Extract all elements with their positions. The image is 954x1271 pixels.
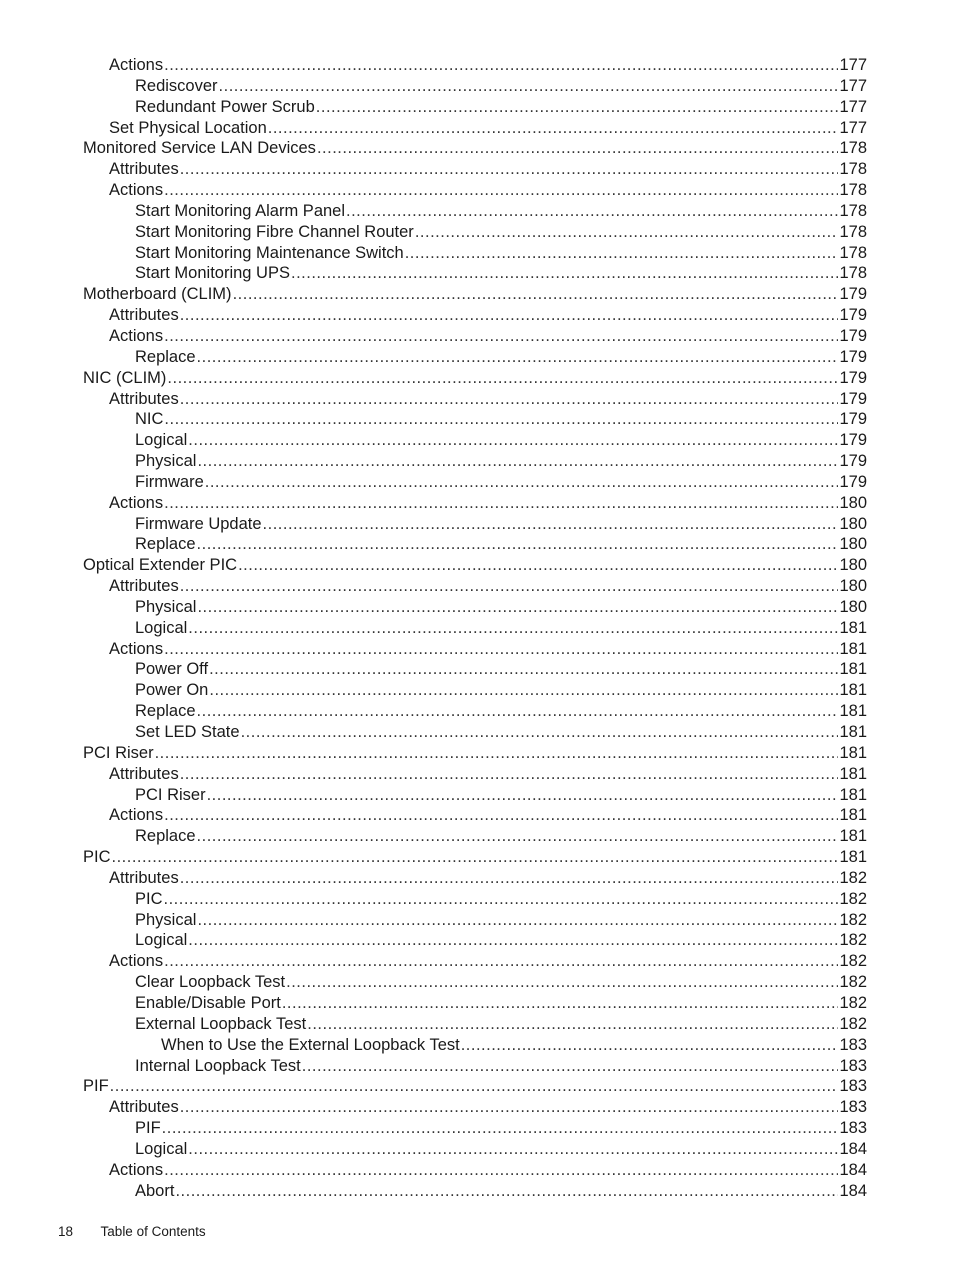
dot-leader — [164, 1160, 838, 1181]
toc-entry-title: Clear Loopback Test — [135, 973, 286, 992]
toc-entry-title: Actions — [109, 1160, 164, 1179]
toc-entry[interactable] — [83, 659, 867, 680]
toc-entry-page-number: 182 — [839, 952, 867, 971]
dot-leader — [180, 389, 839, 410]
toc-entry-title: Replace — [135, 535, 196, 554]
dot-leader — [291, 263, 838, 284]
toc-entry-page-number: 179 — [839, 326, 867, 345]
toc-entry[interactable] — [83, 389, 867, 410]
toc-entry-page-number: 183 — [839, 1056, 867, 1075]
toc-entry[interactable] — [83, 555, 867, 576]
toc-entry-page-number: 182 — [839, 993, 867, 1012]
toc-entry[interactable] — [83, 180, 867, 201]
dot-leader — [282, 993, 839, 1014]
toc-entry[interactable] — [83, 284, 867, 305]
dot-leader — [197, 826, 839, 847]
toc-entry-title: Redundant Power Scrub — [135, 97, 315, 116]
toc-entry-page-number: 181 — [839, 848, 867, 867]
dot-leader — [180, 159, 839, 180]
toc-entry[interactable] — [83, 472, 867, 493]
toc-entry[interactable] — [83, 493, 867, 514]
toc-entry-page-number: 183 — [839, 1035, 867, 1054]
dot-leader — [155, 743, 839, 764]
toc-entry-title: Power On — [135, 681, 209, 700]
toc-entry-page-number: 177 — [839, 56, 867, 74]
toc-entry[interactable] — [83, 972, 867, 993]
toc-entry-title: When to Use the External Loopback Test — [161, 1035, 460, 1054]
dot-leader — [197, 534, 839, 555]
dot-leader — [405, 243, 839, 264]
toc-entry[interactable] — [83, 910, 867, 931]
toc-entry-title: Logical — [135, 618, 188, 637]
toc-entry[interactable] — [83, 764, 867, 785]
toc-entry[interactable] — [83, 243, 867, 264]
dot-leader — [461, 1035, 839, 1056]
toc-entry[interactable] — [83, 201, 867, 222]
toc-entry[interactable] — [83, 1181, 867, 1202]
toc-entry-page-number: 179 — [839, 368, 867, 387]
toc-entry-page-number: 181 — [839, 806, 867, 825]
toc-entry-title: PIC — [135, 889, 163, 908]
toc-entry[interactable] — [83, 993, 867, 1014]
toc-entry[interactable] — [83, 1097, 867, 1118]
toc-entry[interactable] — [83, 639, 867, 660]
toc-entry-page-number: 182 — [839, 1014, 867, 1033]
dot-leader — [164, 409, 838, 430]
toc-entry-title: Monitored Service LAN Devices — [83, 139, 316, 158]
toc-entry[interactable] — [83, 618, 867, 639]
toc-entry-page-number: 179 — [839, 389, 867, 408]
toc-entry-title: Actions — [109, 639, 164, 658]
toc-entry-title: Attributes — [109, 868, 179, 887]
dot-leader — [188, 430, 838, 451]
toc-entry-page-number: 178 — [839, 139, 867, 158]
toc-entry[interactable] — [83, 76, 867, 97]
toc-entry[interactable] — [83, 368, 867, 389]
toc-entry-title: Attributes — [109, 764, 179, 783]
toc-entry-page-number: 177 — [839, 76, 867, 95]
toc-entry[interactable] — [83, 305, 867, 326]
toc-entry-page-number: 180 — [839, 556, 867, 575]
toc-entry-title: Actions — [109, 493, 164, 512]
toc-entry-page-number: 180 — [839, 577, 867, 596]
toc-entry-page-number: 181 — [839, 743, 867, 762]
toc-entry[interactable] — [83, 222, 867, 243]
dot-leader — [317, 138, 839, 159]
toc-entry-title: Start Monitoring Fibre Channel Router — [135, 222, 414, 241]
toc-entry-title: Replace — [135, 347, 196, 366]
toc-entry-title: Logical — [135, 931, 188, 950]
dot-leader — [180, 576, 839, 597]
toc-entry-title: Enable/Disable Port — [135, 993, 281, 1012]
toc-entry-page-number: 183 — [839, 1098, 867, 1117]
toc-entry-page-number: 177 — [839, 97, 867, 116]
dot-leader — [207, 785, 839, 806]
toc-entry-title: Actions — [109, 181, 164, 200]
toc-entry[interactable] — [83, 805, 867, 826]
toc-entry[interactable] — [83, 347, 867, 368]
dot-leader — [180, 1097, 839, 1118]
toc-entry-page-number: 182 — [839, 868, 867, 887]
toc-entry[interactable] — [83, 118, 867, 139]
toc-entry-page-number: 181 — [839, 639, 867, 658]
toc-entry-page-number: 181 — [839, 618, 867, 637]
dot-leader — [110, 1076, 839, 1097]
toc-entry-title: Firmware Update — [135, 514, 262, 533]
toc-entry-title: PIC — [83, 848, 111, 867]
toc-entry-title: Logical — [135, 431, 188, 450]
toc-entry-title: Attributes — [109, 577, 179, 596]
dot-leader — [209, 680, 838, 701]
toc-entry-page-number: 182 — [839, 910, 867, 929]
dot-leader — [268, 118, 839, 139]
toc-entry-page-number: 180 — [839, 535, 867, 554]
dot-leader — [302, 1056, 839, 1077]
toc-entry[interactable] — [83, 576, 867, 597]
toc-entry[interactable] — [83, 701, 867, 722]
dot-leader — [164, 326, 838, 347]
toc-entry-page-number: 178 — [839, 160, 867, 179]
dot-leader — [307, 1014, 838, 1035]
toc-entry-page-number: 178 — [839, 222, 867, 241]
dot-leader — [164, 639, 838, 660]
toc-entry-title: Physical — [135, 452, 197, 471]
dot-leader — [197, 451, 838, 472]
dot-leader — [197, 910, 838, 931]
toc-entry-page-number: 179 — [839, 306, 867, 325]
toc-entry-page-number: 181 — [839, 702, 867, 721]
toc-entry-page-number: 179 — [839, 410, 867, 429]
dot-leader — [205, 472, 839, 493]
toc-entry-title: Actions — [109, 326, 164, 345]
dot-leader — [164, 889, 839, 910]
dot-leader — [346, 201, 838, 222]
toc-entry-title: Physical — [135, 910, 197, 929]
dot-leader — [112, 847, 839, 868]
toc-entry-title: Actions — [109, 806, 164, 825]
toc-entry-title: Internal Loopback Test — [135, 1056, 301, 1075]
dot-leader — [219, 76, 839, 97]
toc-entry-page-number: 179 — [839, 285, 867, 304]
dot-leader — [164, 805, 838, 826]
toc-entry[interactable] — [83, 1118, 867, 1139]
toc-entry-title: Attributes — [109, 306, 179, 325]
toc-entry-title: Logical — [135, 1139, 188, 1158]
toc-entry-page-number: 178 — [839, 201, 867, 220]
toc-entry-title: Replace — [135, 827, 196, 846]
toc-entry-title: External Loopback Test — [135, 1014, 307, 1033]
toc-entry-title: Actions — [109, 56, 164, 74]
toc-entry-title: Attributes — [109, 1098, 179, 1117]
dot-leader — [209, 659, 838, 680]
toc-entry[interactable] — [83, 680, 867, 701]
dot-leader — [180, 868, 839, 889]
toc-entry-page-number: 182 — [839, 889, 867, 908]
toc-entry[interactable] — [83, 785, 867, 806]
toc-entry-page-number: 184 — [839, 1181, 867, 1200]
toc-entry[interactable] — [83, 889, 867, 910]
toc-entry[interactable] — [83, 1056, 867, 1077]
toc-entry-page-number: 179 — [839, 431, 867, 450]
dot-leader — [180, 305, 839, 326]
toc-entry[interactable] — [83, 930, 867, 951]
toc-entry-page-number: 184 — [839, 1139, 867, 1158]
toc-entry-page-number: 178 — [839, 243, 867, 262]
toc-entry[interactable] — [83, 430, 867, 451]
toc-entry-page-number: 184 — [839, 1160, 867, 1179]
dot-leader — [188, 930, 838, 951]
toc-entry-page-number: 179 — [839, 472, 867, 491]
toc-entry-title: Optical Extender PIC — [83, 556, 238, 575]
toc-entry-page-number: 183 — [839, 1119, 867, 1138]
toc-entry[interactable] — [83, 1160, 867, 1181]
toc-entry[interactable] — [83, 263, 867, 284]
dot-leader — [238, 555, 838, 576]
toc-entry[interactable] — [83, 951, 867, 972]
toc-entry-title: Attributes — [109, 160, 179, 179]
toc-entry-title: Start Monitoring Alarm Panel — [135, 201, 346, 220]
dot-leader — [286, 972, 838, 993]
dot-leader — [241, 722, 839, 743]
toc-entry-title: Rediscover — [135, 76, 218, 95]
toc-entry[interactable] — [83, 409, 867, 430]
toc-entry-page-number: 179 — [839, 452, 867, 471]
toc-entry[interactable] — [83, 1014, 867, 1035]
toc-entry-title: Set LED State — [135, 723, 240, 741]
toc-entry-page-number: 177 — [839, 118, 867, 137]
toc-entry-title: Actions — [109, 952, 164, 971]
toc-entry-page-number: 178 — [839, 181, 867, 200]
dot-leader — [263, 514, 839, 535]
dot-leader — [197, 597, 838, 618]
toc-entry-page-number: 182 — [839, 931, 867, 950]
toc-entry-title: Start Monitoring Maintenance Switch — [135, 243, 404, 262]
dot-leader — [164, 493, 838, 514]
toc-entry[interactable] — [83, 514, 867, 535]
dot-leader — [197, 701, 839, 722]
toc-entry-title: PCI Riser — [83, 743, 154, 762]
toc-entry-page-number: 181 — [839, 660, 867, 679]
footer-section-title: Table of Contents — [100, 1224, 206, 1239]
toc-entry-title: Power Off — [135, 660, 209, 679]
toc-entry-title: Abort — [135, 1181, 175, 1200]
toc-entry-page-number: 179 — [839, 347, 867, 366]
dot-leader — [164, 180, 838, 201]
dot-leader — [188, 618, 838, 639]
dot-leader — [233, 284, 839, 305]
table-of-contents — [83, 55, 867, 1201]
toc-entry[interactable] — [83, 534, 867, 555]
toc-entry-page-number: 180 — [839, 493, 867, 512]
dot-leader — [164, 55, 838, 76]
toc-entry-title: Physical — [135, 597, 197, 616]
toc-entry-title: Attributes — [109, 389, 179, 408]
dot-leader — [164, 951, 838, 972]
toc-entry[interactable] — [83, 722, 867, 743]
toc-entry-title: NIC — [135, 410, 164, 429]
toc-entry-title: Start Monitoring UPS — [135, 264, 290, 283]
toc-entry-page-number: 180 — [839, 597, 867, 616]
toc-entry[interactable] — [83, 97, 867, 118]
toc-entry-title: PIF — [135, 1119, 161, 1138]
toc-entry[interactable] — [83, 1076, 867, 1097]
toc-entry[interactable] — [83, 1035, 867, 1056]
toc-entry-page-number: 180 — [839, 514, 867, 533]
toc-entry[interactable] — [83, 451, 867, 472]
dot-leader — [162, 1118, 839, 1139]
toc-entry-page-number: 181 — [839, 723, 867, 741]
footer-page-number: 18 — [58, 1224, 74, 1239]
toc-entry-page-number: 181 — [839, 785, 867, 804]
toc-entry[interactable] — [83, 1139, 867, 1160]
dot-leader — [175, 1181, 838, 1202]
toc-entry-title: PCI Riser — [135, 785, 206, 804]
toc-entry-page-number: 181 — [839, 827, 867, 846]
dot-leader — [188, 1139, 838, 1160]
dot-leader — [316, 97, 839, 118]
toc-entry[interactable] — [83, 159, 867, 180]
toc-entry[interactable] — [83, 826, 867, 847]
toc-entry[interactable] — [83, 597, 867, 618]
dot-leader — [197, 347, 839, 368]
dot-leader — [415, 222, 839, 243]
toc-entry[interactable] — [83, 743, 867, 764]
dot-leader — [167, 368, 838, 389]
toc-entry[interactable] — [83, 847, 867, 868]
toc-entry-page-number: 181 — [839, 764, 867, 783]
page-footer — [58, 1223, 206, 1241]
toc-entry[interactable] — [83, 868, 867, 889]
toc-entry[interactable] — [83, 138, 867, 159]
dot-leader — [180, 764, 839, 785]
toc-entry-title: PIF — [83, 1077, 109, 1096]
toc-entry-page-number: 183 — [839, 1077, 867, 1096]
toc-entry-page-number: 178 — [839, 264, 867, 283]
toc-entry-title: Firmware — [135, 472, 204, 491]
toc-entry-title: Replace — [135, 702, 196, 721]
toc-entry-title: Set Physical Location — [109, 118, 267, 137]
toc-entry[interactable] — [83, 326, 867, 347]
toc-entry-page-number: 181 — [839, 681, 867, 700]
toc-entry-title: Motherboard (CLIM) — [83, 285, 232, 304]
toc-entry[interactable] — [83, 55, 867, 76]
toc-entry-page-number: 182 — [839, 973, 867, 992]
toc-entry-title: NIC (CLIM) — [83, 368, 167, 387]
